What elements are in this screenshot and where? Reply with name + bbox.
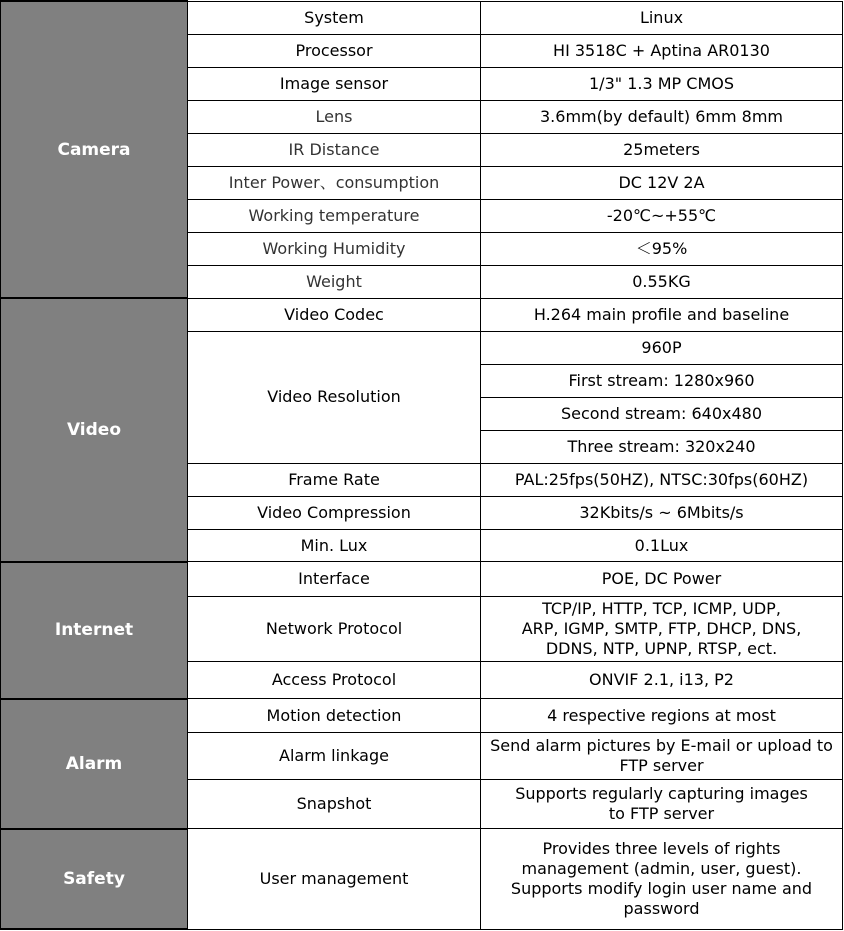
spec-label: Snapshot [188,780,481,829]
category-camera: Camera [1,1,188,298]
value-line: ARP, IGMP, SMTP, FTP, DHCP, DNS, [521,619,802,639]
spec-label: Frame Rate [188,463,481,496]
spec-label: Lens [188,100,481,133]
value-line: management (admin, user, guest). [521,858,802,878]
spec-label: User management [188,829,481,929]
spec-label: Motion detection [188,699,481,733]
value-line: DDNS, NTP, UPNP, RTSP, ect. [545,639,778,659]
spec-label: Min. Lux [188,530,481,562]
category-video: Video [1,298,188,561]
value-line: Supports regularly capturing images [515,784,808,804]
spec-label: Interface [188,562,481,597]
spec-value: DC 12V 2A [481,166,843,199]
table-row [1,562,843,597]
spec-label: System [188,1,481,34]
category-alarm: Alarm [1,699,188,829]
spec-value [481,829,843,929]
table-row [1,699,843,733]
spec-label: Video Resolution [188,331,481,463]
spec-label: Processor [188,34,481,67]
category-internet: Internet [1,562,188,699]
spec-value: ＜95% [481,232,843,265]
spec-label: Network Protocol [188,597,481,662]
value-line: Supports modify login user name and [510,878,813,898]
spec-value: PAL:25fps(50HZ), NTSC:30fps(60HZ) [481,463,843,496]
spec-value: POE, DC Power [481,562,843,597]
spec-value: Linux [481,1,843,34]
table-row [1,1,843,34]
value-line: Provides three levels of rights [542,838,781,858]
spec-value: Second stream: 640x480 [481,397,843,430]
spec-value: 0.55KG [481,265,843,298]
spec-label: Alarm linkage [188,733,481,780]
spec-value: 4 respective regions at most [481,699,843,733]
value-line: password [623,898,700,918]
spec-value [481,780,843,829]
spec-value [481,597,843,662]
table-row [1,829,843,929]
spec-label: Video Codec [188,298,481,331]
spec-label: Image sensor [188,67,481,100]
value-line: FTP server [619,756,704,776]
spec-value: -20℃~+55℃ [481,199,843,232]
spec-value: 25meters [481,133,843,166]
spec-value [481,733,843,780]
spec-label: Video Compression [188,496,481,529]
spec-label: Inter Power、consumption [188,166,481,199]
spec-value: 0.1Lux [481,530,843,562]
category-safety: Safety [1,829,188,929]
spec-label: Weight [188,265,481,298]
spec-value: 3.6mm(by default) 6mm 8mm [481,100,843,133]
table-row [1,298,843,331]
spec-value: 1/3" 1.3 MP CMOS [481,67,843,100]
spec-value: 960P [481,331,843,364]
spec-label: IR Distance [188,133,481,166]
spec-value: First stream: 1280x960 [481,364,843,397]
spec-value: HI 3518C + Aptina AR0130 [481,34,843,67]
spec-label: Access Protocol [188,662,481,699]
value-line: TCP/IP, HTTP, TCP, ICMP, UDP, [542,599,781,619]
spec-value: ONVIF 2.1, i13, P2 [481,662,843,699]
value-line: Send alarm pictures by E-mail or upload to [490,736,833,756]
spec-value: 32Kbits/s ~ 6Mbits/s [481,496,843,529]
spec-value: Three stream: 320x240 [481,430,843,463]
value-line: to FTP server [608,804,715,824]
spec-label: Working Humidity [188,232,481,265]
spec-label: Working temperature [188,199,481,232]
spec-value: H.264 main profile and baseline [481,298,843,331]
